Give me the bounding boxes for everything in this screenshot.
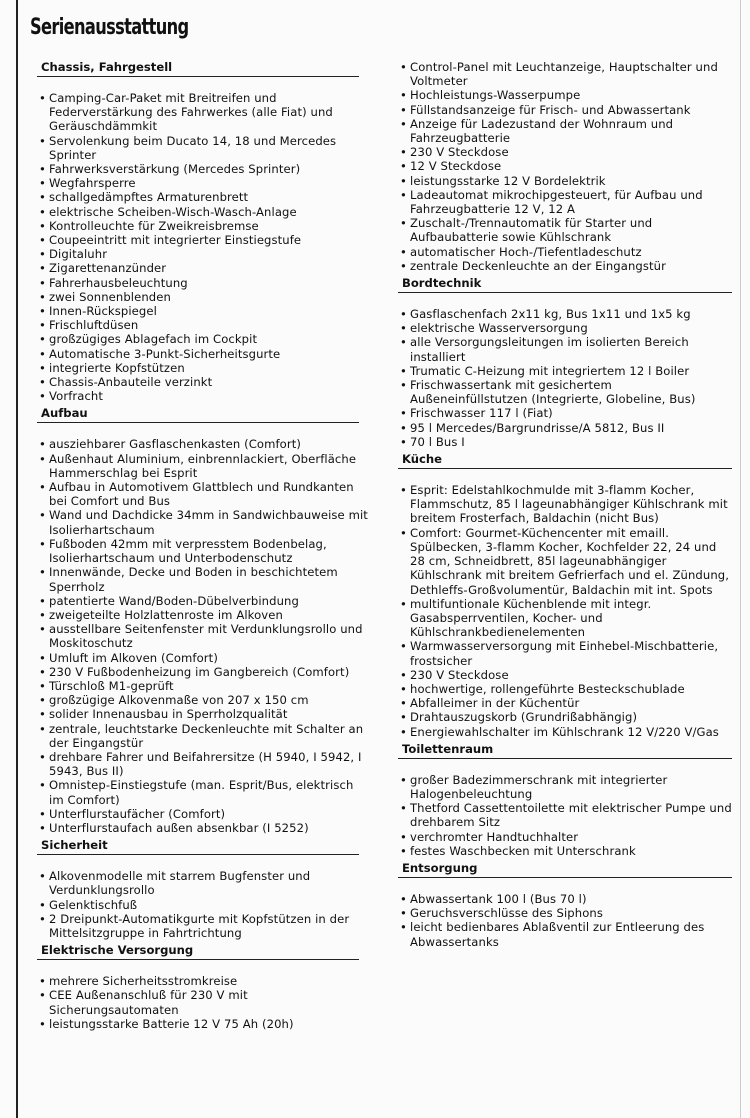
list-item: • Umluft im Alkoven (Comfort) [37, 651, 370, 665]
list-item: • Gasflaschenfach 2x11 kg, Bus 1x11 und 1x5 kg [398, 307, 733, 321]
list-item: • leistungsstarke Batterie 12 V 75 Ah (20h) [37, 1017, 370, 1031]
section-bordtechnik [398, 276, 733, 449]
list-item: • zentrale Deckenleuchte an der Eingangstür [398, 259, 733, 273]
list-item: • Vorfracht [37, 389, 370, 403]
list-item: • 230 V Fußbodenheizung im Gangbereich (Comfort) [37, 665, 370, 679]
list-item: • integrierte Kopfstützen [37, 361, 370, 375]
list-item: • Geruchsverschlüsse des Siphons [398, 906, 733, 920]
bullet-list [398, 773, 733, 858]
list-item: • Alkovenmodelle mit starrem Bugfenster und Verdunklungsrollo [37, 869, 370, 897]
list-item: • schallgedämpftes Armaturenbrett [37, 190, 370, 204]
bullet-list [398, 483, 733, 739]
list-item: • leicht bedienbares Ablaßventil zur Entleerung des Abwassertanks [398, 920, 733, 948]
list-item: • CEE Außenanschluß für 230 V mit Sicherungsautomaten [37, 988, 370, 1016]
section-spacer [37, 427, 370, 437]
list-item: • multifuntionale Küchenblende mit integr. Gasabsperrventilen, Kocher- und Kühlschrankbedienelementen [398, 597, 733, 640]
list-item: • elektrische Scheiben-Wisch-Wasch-Anlage [37, 205, 370, 219]
bullet-list [37, 91, 370, 403]
list-item: • Warmwasserversorgung mit Einhebel-Mischbatterie, frostsicher [398, 639, 733, 667]
list-item: • drehbare Fahrer und Beifahrersitze (H 5940, I 5942, I 5943, Bus II) [37, 750, 370, 778]
left-column [37, 60, 370, 1034]
section-entsorgung [398, 861, 733, 949]
list-item: • Füllstandsanzeige für Frisch- und Abwassertank [398, 103, 733, 117]
list-item: • Hochleistungs-Wasserpumpe [398, 88, 733, 102]
list-item: • Aufbau in Automotivem Glattblech und Rundkanten bei Comfort und Bus [37, 480, 370, 508]
list-item: • elektrische Wasserversorgung [398, 321, 733, 335]
section-chassis-fahrgestell [37, 60, 370, 403]
list-item: • ausstellbare Seitenfenster mit Verdunklungsrollo und Moskitoschutz [37, 622, 370, 650]
section-continuation [398, 60, 733, 273]
list-item: • Esprit: Edelstahlkochmulde mit 3-flamm Kocher, Flammschutz, 85 l lageunabhängiger Kühlschrank mit breitem Frosterfach, Baldachin (nicht Bus) [398, 483, 733, 526]
list-item: • 230 V Steckdose [398, 145, 733, 159]
bullet-list [37, 869, 370, 940]
section-aufbau [37, 406, 370, 835]
list-item: • Außenhaut Aluminium, einbrennlackiert, Oberfläche Hammerschlag bei Esprit [37, 452, 370, 480]
section-spacer [398, 763, 733, 773]
list-item: • Fahrerhausbeleuchtung [37, 276, 370, 290]
page-title: Serienausstattung [30, 15, 189, 40]
left-margin-rule [16, 0, 18, 1118]
list-item: • Abfalleimer in der Küchentür [398, 696, 733, 710]
section-kueche [398, 452, 733, 739]
list-item: • Unterflurstaufächer (Comfort) [37, 807, 370, 821]
section-spacer [37, 964, 370, 974]
section-toilettenraum [398, 742, 733, 858]
section-spacer [398, 473, 733, 483]
section-spacer [37, 859, 370, 869]
list-item: • Drahtauszugskorb (Grundrißabhängig) [398, 710, 733, 724]
list-item: • 230 V Steckdose [398, 668, 733, 682]
list-item: • Fußboden 42mm mit verpresstem Bodenbelag, Isolierhartschaum und Unterbodenschutz [37, 537, 370, 565]
section-elektrische-versorgung [37, 943, 370, 1031]
list-item: • Comfort: Gourmet-Küchencenter mit emaill. Spülbecken, 3-flamm Kocher, Kochfelder 22, 24 und 28 cm, Schneidbrett, 85l lageunabhängiger Kühlschrank mit breitem Gefrierfach und el. Zündung, Dethleffs-Großvolumentür, Baldachin mit int. Spots [398, 526, 733, 597]
list-item: • großzügiges Ablagefach im Cockpit [37, 332, 370, 346]
section-spacer [37, 81, 370, 91]
section-heading: Bordtechnik [398, 276, 732, 293]
section-spacer [398, 882, 733, 892]
list-item: • alle Versorgungsleitungen im isolierten Bereich installiert [398, 335, 733, 363]
section-sicherheit [37, 838, 370, 940]
list-item: • 70 l Bus I [398, 435, 733, 449]
list-item: • Coupeeintritt mit integrierter Einstiegstufe [37, 233, 370, 247]
bullet-list [398, 892, 733, 949]
list-item: • Abwassertank 100 l (Bus 70 l) [398, 892, 733, 906]
list-item: • Automatische 3-Punkt-Sicherheitsgurte [37, 347, 370, 361]
list-item: • leistungsstarke 12 V Bordelektrik [398, 174, 733, 188]
list-item: • Gelenktischfuß [37, 898, 370, 912]
list-item: • Omnistep-Einstiegstufe (man. Esprit/Bus, elektrisch im Comfort) [37, 778, 370, 806]
section-heading: Aufbau [37, 406, 359, 423]
list-item: • verchromter Handtuchhalter [398, 830, 733, 844]
section-heading: Elektrische Versorgung [37, 943, 359, 960]
list-item: • 2 Dreipunkt-Automatikgurte mit Kopfstützen in der Mittelsitzgruppe in Fahrtrichtung [37, 912, 370, 940]
section-spacer [398, 297, 733, 307]
list-item: • Zuschalt-/Trennautomatik für Starter und Aufbaubatterie sowie Kühlschrank [398, 216, 733, 244]
bullet-list [37, 974, 370, 1031]
list-item: • automatischer Hoch-/Tiefentladeschutz [398, 245, 733, 259]
list-item: • Chassis-Anbauteile verzinkt [37, 375, 370, 389]
list-item: • großzügige Alkovenmaße von 207 x 150 cm [37, 693, 370, 707]
list-item: • zentrale, leuchtstarke Deckenleuchte mit Schalter an der Eingangstür [37, 722, 370, 750]
right-column [398, 60, 733, 952]
right-margin-rule [740, 0, 741, 1118]
list-item: • Wegfahrsperre [37, 176, 370, 190]
list-item: • Energiewahlschalter im Kühlschrank 12 V/220 V/Gas [398, 725, 733, 739]
list-item: • ausziehbarer Gasflaschenkasten (Comfort) [37, 437, 370, 451]
list-item: • Control-Panel mit Leuchtanzeige, Hauptschalter und Voltmeter [398, 60, 733, 88]
list-item: • zwei Sonnenblenden [37, 290, 370, 304]
section-heading: Sicherheit [37, 838, 359, 855]
section-heading: Entsorgung [398, 861, 732, 878]
list-item: • Unterflurstaufach außen absenkbar (I 5252) [37, 821, 370, 835]
list-item: • zweigeteilte Holzlattenroste im Alkoven [37, 608, 370, 622]
list-item: • Camping-Car-Paket mit Breitreifen und Federverstärkung des Fahrwerkes (alle Fiat) und Geräuschdämmkit [37, 91, 370, 134]
list-item: • Frischluftdüsen [37, 318, 370, 332]
list-item: • Trumatic C-Heizung mit integriertem 12 l Boiler [398, 364, 733, 378]
list-item: • 12 V Steckdose [398, 159, 733, 173]
list-item: • Frischwassertank mit gesichertem Außeneinfüllstutzen (Integrierte, Globeline, Bus) [398, 378, 733, 406]
bullet-list [398, 307, 733, 449]
bullet-list [37, 437, 370, 835]
list-item: • Ladeautomat mikrochipgesteuert, für Aufbau und Fahrzeugbatterie 12 V, 12 A [398, 188, 733, 216]
list-item: • mehrere Sicherheitsstromkreise [37, 974, 370, 988]
list-item: • Fahrwerksverstärkung (Mercedes Sprinter) [37, 162, 370, 176]
list-item: • Türschloß M1-geprüft [37, 679, 370, 693]
list-item: • 95 l Mercedes/Bargrundrisse/A 5812, Bus II [398, 421, 733, 435]
list-item: • Thetford Cassettentoilette mit elektrischer Pumpe und drehbarem Sitz [398, 801, 733, 829]
list-item: • hochwertige, rollengeführte Besteckschublade [398, 682, 733, 696]
list-item: • Innen-Rückspiegel [37, 304, 370, 318]
list-item: • großer Badezimmerschrank mit integrierter Halogenbeleuchtung [398, 773, 733, 801]
list-item: • patentierte Wand/Boden-Dübelverbindung [37, 594, 370, 608]
list-item: • festes Waschbecken mit Unterschrank [398, 844, 733, 858]
list-item: • Anzeige für Ladezustand der Wohnraum und Fahrzeugbatterie [398, 117, 733, 145]
list-item: • Kontrolleuchte für Zweikreisbremse [37, 219, 370, 233]
list-item: • Digitaluhr [37, 247, 370, 261]
section-heading: Küche [398, 452, 732, 469]
list-item: • Wand und Dachdicke 34mm in Sandwichbauweise mit Isolierhartschaum [37, 508, 370, 536]
section-heading: Toilettenraum [398, 742, 732, 759]
list-item: • Innenwände, Decke und Boden in beschichtetem Sperrholz [37, 565, 370, 593]
section-heading: Chassis, Fahrgestell [37, 60, 359, 77]
list-item: • solider Innenausbau in Sperrholzqualität [37, 707, 370, 721]
list-item: • Servolenkung beim Ducato 14, 18 und Mercedes Sprinter [37, 134, 370, 162]
bullet-list [398, 60, 733, 273]
list-item: • Frischwasser 117 l (Fiat) [398, 406, 733, 420]
list-item: • Zigarettenanzünder [37, 261, 370, 275]
